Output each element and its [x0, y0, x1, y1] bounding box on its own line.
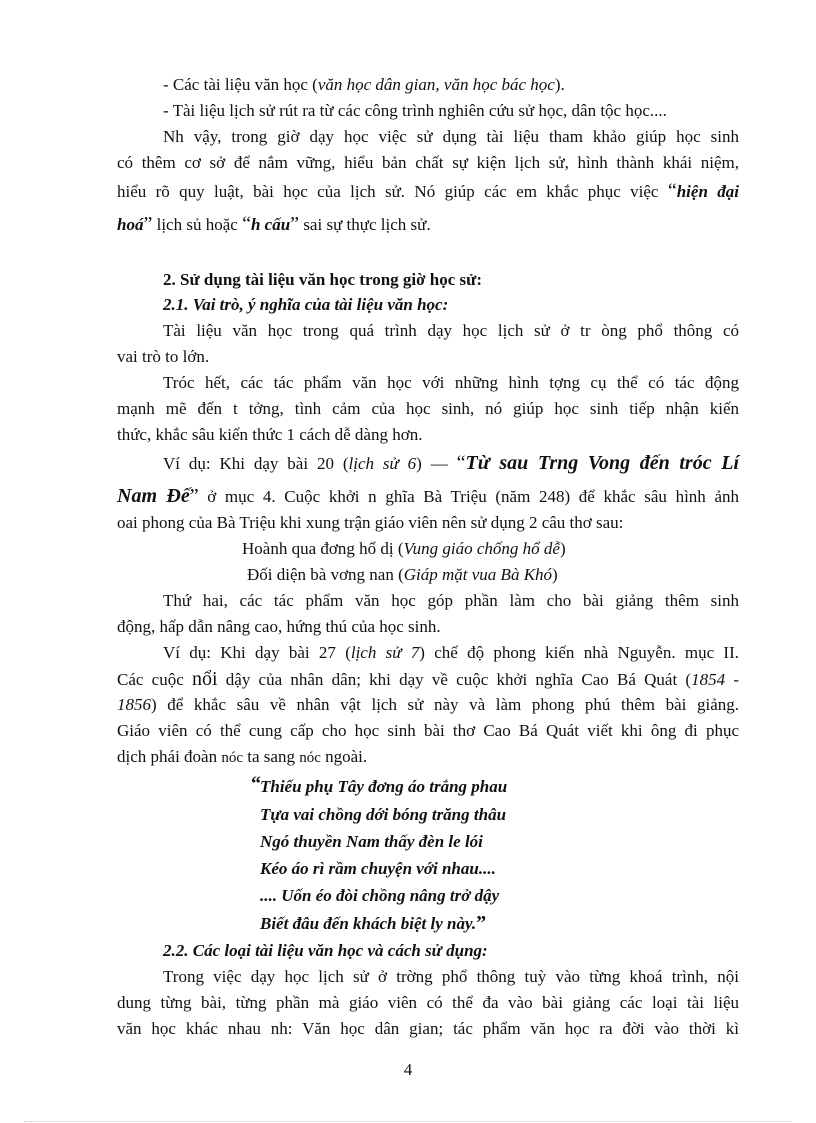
text: Thiếu phụ Tây đơng áo trắng phau	[260, 777, 508, 796]
subsection-heading-2-2: 2.2. Các loại tài liệu văn học và cách sử dụng:	[163, 941, 488, 960]
bullet-literary-sources	[163, 74, 739, 96]
text-bold-italic: hiện đại	[676, 182, 739, 201]
example2-line2	[117, 668, 739, 691]
text: nổi	[191, 668, 218, 690]
quote-mark: “	[456, 452, 466, 474]
text-italic: 1856	[117, 695, 151, 714]
text: dậy của nhân dân; khi dạy về cuộc khởi nghĩa Cao Bá Quát (	[217, 670, 692, 689]
text: - Các tài liệu văn học (	[163, 75, 318, 94]
example1-line1	[163, 452, 739, 475]
types-para-line3: văn học khác nhau nh: Văn học dân gian; tác phẩm văn học ra đời vào thời kì	[117, 1019, 739, 1038]
verse1-line2	[247, 564, 558, 586]
subsection-heading-2-1: 2.1. Vai trò, ý nghĩa của tài liệu văn học:	[163, 295, 449, 314]
bullet-history-sources: - Tài liệu lịch sử rút ra từ các công trình nghiên cứu sử học, dân tộc học....	[163, 101, 667, 120]
page-number: 4	[403, 1060, 413, 1079]
text-italic: lịch sử 7	[350, 643, 420, 662]
example2-line3	[117, 694, 739, 716]
second-para-line2: động, hấp dẫn nâng cao, hứng thú của học sinh.	[117, 617, 441, 636]
text-bold-italic: Từ sau Trng Vong đến tróc Lí	[465, 452, 739, 474]
text: Ví dụ: Khi dạy bài 27 (	[163, 643, 351, 662]
text-bold-italic: hoá	[117, 215, 144, 234]
text: ở mục 4. Cuộc khởi n ghĩa Bà Triệu (năm 248) để khắc sâu hình ảnh	[198, 487, 739, 506]
text: dịch phái đoàn	[117, 747, 222, 766]
text: ) để khắc sâu về nhân vật lịch sử này và làm phong phú thêm bài giảng.	[151, 695, 739, 714]
text: Hoành qua đơng hổ dị (	[242, 539, 404, 558]
text: )	[552, 565, 558, 584]
para1-line1: Nh vậy, trong giờ dạy học việc sử dụng tài liệu tham khảo giúp học sinh	[163, 127, 739, 146]
text: lịch sủ hoặc	[152, 215, 243, 234]
example1-line2	[117, 485, 739, 508]
poem-line4: Kéo áo rì rầm chuyện với nhau....	[260, 859, 496, 878]
text: )	[559, 539, 566, 558]
text: ).	[554, 75, 565, 94]
text-bold-italic: Nam Đế	[117, 485, 190, 507]
quote-mark: ”	[476, 912, 487, 934]
types-para-line1: Trong việc dạy học lịch sử ở trờng phổ thông tuỳ vào từng khoá trình, nội	[163, 967, 739, 986]
quote-mark: ”	[290, 213, 300, 235]
text: ta sang	[243, 747, 300, 766]
text: ) chế độ phong kiến nhà Nguyễn. mục II.	[419, 643, 739, 662]
poem-line5: .... Uốn éo đòi chồng nâng trở dậy	[260, 886, 500, 905]
quote-mark: “	[251, 773, 261, 795]
text: ngoài.	[320, 747, 368, 766]
role-para-line1: Tài liệu văn học trong quá trình dạy học lịch sử ở tr òng phổ thông có	[163, 321, 739, 340]
text: nóc	[221, 750, 244, 766]
text: sai sự thực lịch sử.	[299, 215, 431, 234]
text: nóc	[299, 750, 321, 766]
example2-line1	[163, 642, 739, 664]
second-para-line1: Thứ hai, các tác phẩm văn học góp phần làm cho bài giảng thêm sinh	[163, 591, 739, 610]
text: Đối diện bà vơng nan (	[247, 565, 404, 584]
first-para-line3: thức, khắc sâu kiến thức 1 cách dễ dàng hơn.	[117, 425, 423, 444]
text: Biết đâu đến khách biệt ly này.	[260, 914, 477, 933]
text: Các cuộc	[117, 670, 192, 689]
page-divider	[24, 1121, 792, 1122]
text-italic: Giáp mặt vua Bà Khó	[403, 565, 553, 584]
para1-line4	[117, 213, 739, 236]
types-para-line2: dung từng bài, từng phần mà giáo viên có thể đa vào bài giảng các loại tài liệu	[117, 993, 739, 1012]
text-italic: lịch sử 6	[348, 454, 417, 473]
text-italic: văn học dân gian, văn học bác học	[317, 75, 555, 94]
text: ) —	[416, 454, 457, 473]
poem-line3: Ngó thuyền Nam thấy đèn le lói	[260, 832, 483, 851]
quote-mark: ”	[189, 485, 199, 507]
section-heading: 2. Sử dụng tài liệu văn học trong giờ học sử:	[163, 270, 483, 289]
example1-line3: oai phong của Bà Triệu khi xung trận giáo viên nên sử dụng 2 câu thơ sau:	[117, 513, 624, 532]
para1-line2: có thêm cơ sở để nắm vững, hiểu bản chất sự kiện lịch sử, hình thành khái niệm,	[117, 153, 739, 172]
quote-mark: “	[667, 180, 677, 202]
poem-line6	[260, 912, 486, 935]
poem-line1	[251, 773, 508, 798]
verse1-line1	[242, 538, 566, 560]
quote-mark: ”	[143, 213, 153, 235]
example2-line5	[117, 746, 739, 769]
para1-line3	[117, 180, 739, 203]
text-bold-italic: h cấu	[250, 215, 291, 234]
first-para-line2: mạnh mẽ đến t tởng, tình cảm của học sinh, nó giúp học sinh tiếp nhận kiến	[117, 399, 739, 418]
example2-line4: Giáo viên có thể cung cấp cho học sinh bài thơ Cao Bá Quát viết khi ông đi phục	[117, 721, 739, 740]
role-para-line2: vai trò to lớn.	[117, 347, 210, 366]
poem-line2: Tựa vai chồng dới bóng trăng thâu	[260, 805, 507, 824]
first-para-line1: Tróc hết, các tác phẩm văn học với những hình tợng cụ thể có tác động	[163, 373, 739, 392]
text-italic: 1854 -	[691, 670, 739, 689]
text: hiểu rõ quy luật, bài học của lịch sử. Nó giúp các em khắc phục việc	[117, 182, 668, 201]
text: Ví dụ: Khi dạy bài 20 (	[163, 454, 349, 473]
text-italic: Vung giáo chống hổ dễ	[403, 539, 560, 558]
quote-mark: “	[242, 213, 251, 235]
